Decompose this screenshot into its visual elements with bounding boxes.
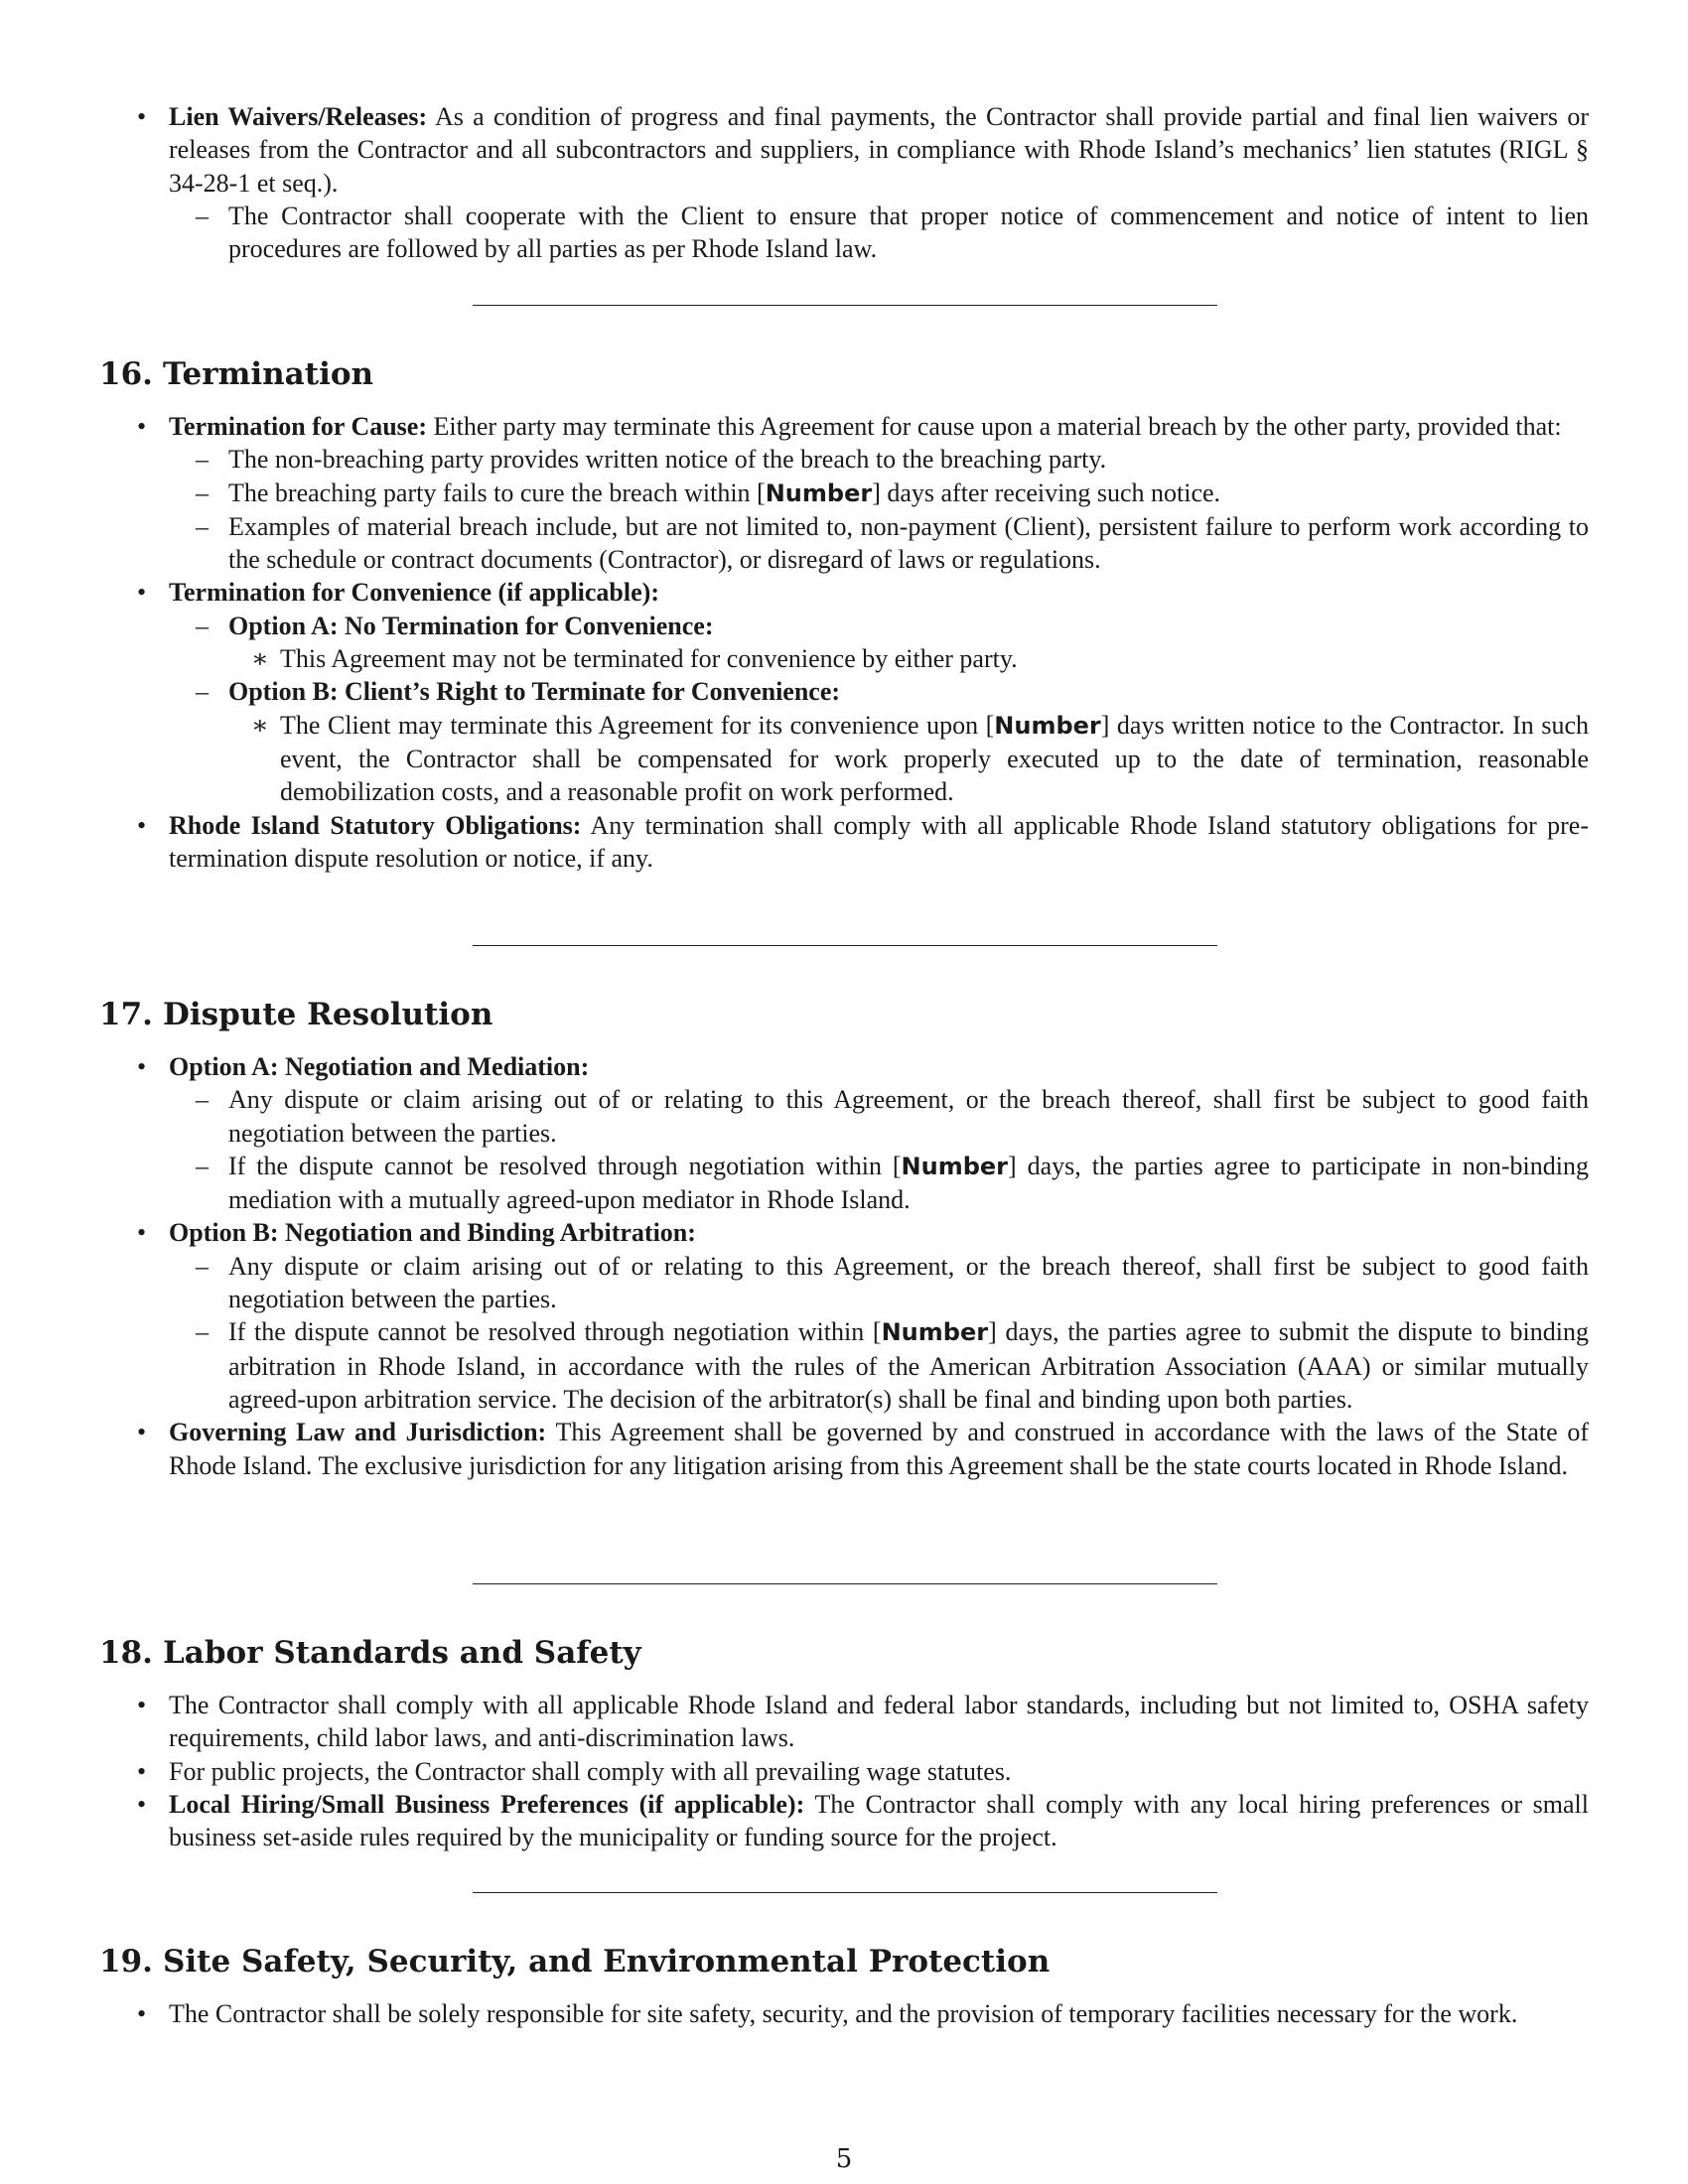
section-17-body bbox=[99, 1050, 1589, 1482]
item-text: ] days written notice to the Contractor. In such event, the Contractor shall be compensated for work properly executed up to the date of termination, reasonable demobilization costs, and a reasonable profit on work performed. bbox=[280, 710, 1589, 807]
list-item-governing-law bbox=[99, 1416, 1589, 1482]
bullet-marker: • bbox=[137, 810, 147, 840]
sub-item-option-a bbox=[99, 610, 1589, 642]
item-label: Termination for Convenience (if applicable): bbox=[169, 578, 659, 608]
item-label: Option B: Negotiation and Binding Arbitration: bbox=[169, 1218, 696, 1248]
list-item-option-a bbox=[99, 1050, 1589, 1083]
bullet-marker: • bbox=[137, 1052, 147, 1081]
list-item-local-hiring bbox=[99, 1788, 1589, 1854]
sub-item-option-b bbox=[99, 675, 1589, 708]
number-placeholder: Number bbox=[765, 478, 873, 507]
item-text: Either party may terminate this Agreement for cause upon a material breach by the other party, provided that: bbox=[433, 412, 1562, 441]
list-item-termination-convenience bbox=[99, 576, 1589, 609]
section-divider bbox=[473, 1583, 1217, 1584]
dash-marker: – bbox=[196, 1251, 209, 1281]
section-number: 16. bbox=[99, 356, 153, 392]
item-text: The non-breaching party provides written notice of the breach to the breaching party. bbox=[228, 445, 1107, 475]
sub-item-negotiation bbox=[99, 1250, 1589, 1316]
item-text: ] days, the parties agree to participate in non-binding mediation with a mutually agreed-upon mediator in Rhode Island. bbox=[228, 1151, 1589, 1215]
sub-item-notice bbox=[99, 443, 1589, 476]
section-title: Labor Standards and Safety bbox=[163, 1635, 641, 1671]
sub-sub-item-option-a-text bbox=[99, 642, 1589, 675]
section-heading-termination bbox=[99, 354, 373, 394]
list-item-lien-waivers bbox=[99, 100, 1589, 200]
item-text: Examples of material breach include, but are not limited to, non-payment (Client), persistent failure to perform work according to the schedule or contract documents (Contractor), or disregard of laws or regulations. bbox=[228, 511, 1589, 575]
dash-marker: – bbox=[196, 1151, 209, 1180]
item-text: The Contractor shall comply with any local hiring preferences or small business set-aside rules required by the municipality or funding source for the project. bbox=[169, 1789, 1589, 1852]
item-label: Rhode Island Statutory Obligations: bbox=[169, 810, 582, 840]
section-title: Dispute Resolution bbox=[163, 997, 493, 1032]
section-divider bbox=[473, 945, 1217, 946]
sub-sub-item-option-b-text bbox=[99, 709, 1589, 809]
intro-block bbox=[99, 100, 1589, 265]
item-text: This Agreement shall be governed by and construed in accordance with the laws of the State of Rhode Island. The exclusive jurisdiction for any litigation arising from this Agreement shall be the state courts located in Rhode Island. bbox=[169, 1418, 1589, 1480]
number-placeholder: Number bbox=[994, 711, 1101, 740]
bullet-marker: • bbox=[137, 1691, 147, 1719]
dash-marker: – bbox=[196, 201, 209, 230]
item-label: Option B: Client’s Right to Terminate for Convenience: bbox=[228, 677, 841, 707]
section-heading-labor-standards bbox=[99, 1633, 641, 1673]
bullet-marker: • bbox=[137, 1418, 147, 1447]
section-divider bbox=[473, 1892, 1217, 1893]
item-text: The breaching party fails to cure the breach within [ bbox=[228, 478, 766, 507]
dash-marker: – bbox=[196, 1085, 209, 1115]
dash-marker: – bbox=[196, 1317, 209, 1347]
bullet-marker: • bbox=[137, 102, 147, 131]
sub-item-mediation bbox=[99, 1150, 1589, 1217]
dash-marker: – bbox=[196, 511, 209, 541]
dash-marker: – bbox=[196, 677, 209, 707]
item-text: Any termination shall comply with all applicable Rhode Island statutory obligations for pre-termination dispute resolution or notice, if any. bbox=[169, 810, 1589, 873]
item-text: The Contractor shall cooperate with the Client to ensure that proper notice of commencement and notice of intent to lien procedures are followed by all parties as per Rhode Island law. bbox=[228, 201, 1589, 264]
section-number: 18. bbox=[99, 1635, 153, 1671]
item-text: Any dispute or claim arising out of or relating to this Agreement, or the breach thereof, shall first be subject to good faith negotiation between the parties. bbox=[228, 1085, 1589, 1148]
item-text: The Client may terminate this Agreement for its convenience upon [ bbox=[280, 710, 995, 740]
bullet-marker: • bbox=[137, 1999, 147, 2028]
item-text: For public projects, the Contractor shall comply with all prevailing wage statutes. bbox=[169, 1756, 1012, 1786]
star-marker: ∗ bbox=[251, 644, 269, 674]
item-label: Lien Waivers/Releases: bbox=[169, 102, 428, 131]
dash-marker: – bbox=[196, 445, 209, 475]
bullet-marker: • bbox=[137, 578, 147, 608]
section-16-body bbox=[99, 410, 1589, 875]
bullet-marker: • bbox=[137, 1789, 147, 1819]
section-title: Termination bbox=[163, 356, 374, 392]
star-marker: ∗ bbox=[251, 710, 269, 740]
list-item-site-safety bbox=[99, 1997, 1589, 2030]
section-19-body bbox=[99, 1997, 1589, 2030]
number-placeholder: Number bbox=[881, 1318, 989, 1347]
bullet-marker: • bbox=[137, 1218, 147, 1248]
item-label: Option A: No Termination for Convenience: bbox=[228, 611, 714, 640]
item-text: Any dispute or claim arising out of or relating to this Agreement, or the breach thereof, shall first be subject to good faith negotiation between the parties. bbox=[228, 1251, 1589, 1314]
sub-item-negotiation bbox=[99, 1083, 1589, 1150]
item-text: The Contractor shall be solely responsible for site safety, security, and the provision of temporary facilities necessary for the work. bbox=[169, 1999, 1518, 2028]
section-divider bbox=[473, 305, 1217, 306]
item-text: If the dispute cannot be resolved through negotiation within [ bbox=[228, 1317, 882, 1347]
item-text: As a condition of progress and final payments, the Contractor shall provide partial and final lien waivers or releases from the Contractor and all subcontractors and suppliers, in compliance with Rhode Island’s mechanics’ lien statutes (RIGL § 34-28-1 et seq.). bbox=[169, 102, 1589, 198]
item-label: Option A: Negotiation and Mediation: bbox=[169, 1052, 590, 1081]
dash-marker: – bbox=[196, 478, 209, 507]
bullet-marker: • bbox=[137, 412, 147, 441]
number-placeholder: Number bbox=[901, 1152, 1009, 1180]
list-item-ri-obligations bbox=[99, 809, 1589, 876]
section-heading-site-safety bbox=[99, 1942, 1050, 1981]
section-heading-dispute-resolution bbox=[99, 995, 492, 1034]
list-item-labor-compliance bbox=[99, 1689, 1589, 1755]
list-item-termination-cause bbox=[99, 410, 1589, 443]
sub-item-lien-notice bbox=[99, 200, 1589, 266]
item-text: If the dispute cannot be resolved through negotiation within [ bbox=[228, 1151, 902, 1180]
item-text: ] days after receiving such notice. bbox=[872, 478, 1221, 507]
section-18-body bbox=[99, 1689, 1589, 1853]
list-item-prevailing-wage bbox=[99, 1755, 1589, 1788]
item-label: Governing Law and Jurisdiction: bbox=[169, 1418, 547, 1447]
item-text: The Contractor shall comply with all applicable Rhode Island and federal labor standards, including but not limited to, OSHA safety requirements, child labor laws, and anti-discrimination laws. bbox=[169, 1691, 1589, 1753]
item-text: ] days, the parties agree to submit the dispute to binding arbitration in Rhode Island, in accordance with the rules of the American Arbitration Association (AAA) or similar mutually agreed-upon arbitration service. The decision of the arbitrator(s) shall be final and binding upon both parties. bbox=[228, 1317, 1589, 1414]
bullet-marker: • bbox=[137, 1756, 147, 1786]
document-page bbox=[99, 0, 1589, 2184]
sub-item-cure bbox=[99, 477, 1589, 510]
page-number: 5 bbox=[835, 2144, 853, 2174]
sub-item-arbitration bbox=[99, 1315, 1589, 1416]
item-label: Termination for Cause: bbox=[169, 412, 427, 441]
item-text: This Agreement may not be terminated for convenience by either party. bbox=[280, 644, 1018, 674]
dash-marker: – bbox=[196, 611, 209, 640]
section-number: 17. bbox=[99, 997, 153, 1032]
list-item-option-b bbox=[99, 1216, 1589, 1249]
section-number: 19. bbox=[99, 1944, 153, 1979]
section-title: Site Safety, Security, and Environmental Protection bbox=[163, 1944, 1051, 1979]
item-label: Local Hiring/Small Business Preferences (if applicable): bbox=[169, 1789, 805, 1819]
sub-item-breach-examples bbox=[99, 510, 1589, 577]
